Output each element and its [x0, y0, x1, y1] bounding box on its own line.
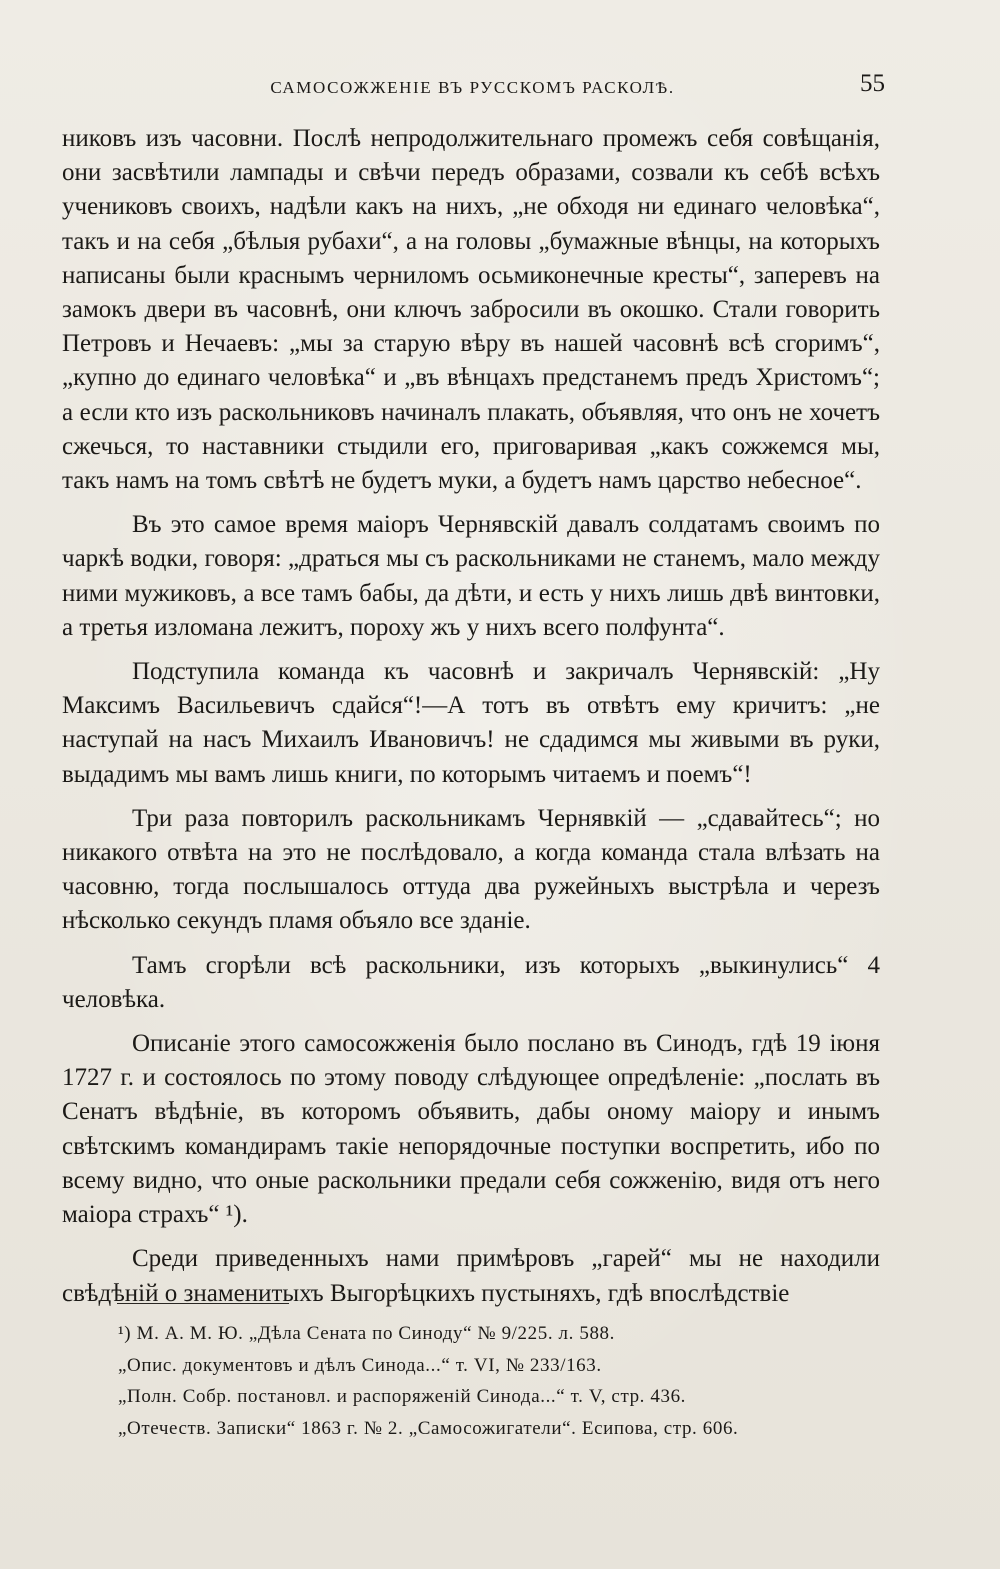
running-head — [60, 70, 885, 104]
footnote-line — [118, 1318, 898, 1350]
footnote-line: „Опис. документовъ и дѣлъ Синода...“ т. VI, № 233/163. — [118, 1354, 602, 1376]
footnote-line: „Отечеств. Записки“ 1863 г. № 2. „Самосожигатели“. Есипова, стр. 606. — [118, 1417, 739, 1439]
running-title: САМОСОЖЖЕНІЕ ВЪ РУССКОМЪ РАСКОЛѢ. — [270, 78, 675, 97]
paragraph: Подступила команда къ часовнѣ и закричалъ Чернявскій: „Ну Максимъ Васильевичъ сдайся“!—А тотъ въ отвѣтъ ему кричитъ: „не наступай на насъ Михаилъ Ивановичъ! не сдадимся мы живыми въ руки, выдадимъ мы вамъ лишь книги, по которымъ читаемъ и поемъ“! — [62, 658, 880, 788]
page-number: 55 — [860, 70, 885, 97]
paragraph: Описаніе этого самосожженія было послано въ Синодъ, гдѣ 19 іюня 1727 г. и состоялось по этому поводу слѣдующее опредѣленіе: „послать въ Сенатъ вѣдѣніе, въ которомъ объявить, дабы оному маіору и инымъ свѣтскимъ командирамъ такіе непорядочные поступки воспретить, ибо по всему видно, что оные раскольники предали себя сожженію, видя отъ него маіора страхъ“ ¹). — [62, 1030, 880, 1229]
paragraph: Среди приведенныхъ нами примѣровъ „гарей“ мы не находили свѣдѣній о знаменитыхъ Выгорѣцкихъ пустыняхъ, гдѣ впослѣдствіе — [62, 1245, 880, 1307]
footnote-text: М. А. М. Ю. „Дѣла Сената по Синоду“ № 9/225. л. 588. — [136, 1323, 615, 1344]
footnote-line: „Полн. Собр. постановл. и распоряженій Синода...“ т. V, стр. 436. — [118, 1386, 687, 1407]
paragraph: Три раза повторилъ раскольникамъ Чернявкій — „сдавайтесь“; но никакого отвѣта на это не послѣдовало, а когда команда стала влѣзать на часовню, тогда послышалось оттуда два ружейныхъ выстрѣла и черезъ нѣсколько секундъ пламя объяло все зданіе. — [62, 804, 880, 935]
footnote-rule — [117, 1303, 289, 1304]
footnote-marker: ¹) — [118, 1323, 132, 1344]
paragraph: Въ это самое время маіоръ Чернявскій давалъ солдатамъ своимъ по чаркѣ водки, говоря: „драться мы съ раскольниками не станемъ, мало между ними мужиковъ, а все тамъ бабы, да дѣти, и есть у нихъ лишь двѣ винтовки, а третья изломана лежитъ, пороху жъ у нихъ всего полфунта“. — [62, 511, 880, 641]
body-text — [62, 122, 880, 1321]
footnotes — [118, 1318, 898, 1444]
paragraph: никовъ изъ часовни. Послѣ непродолжительнаго промежъ себя совѣщанія, они засвѣтили лампады и свѣчи передъ образами, созвали къ себѣ всѣхъ учениковъ своихъ, надѣли какъ на нихъ, „не обходя ни единаго человѣка“, такъ и на себя „бѣлыя рубахи“, а на головы „бумажные вѣнцы, на которыхъ написаны были краснымъ черниломъ осьмиконечные кресты“, заперевъ на замокъ двери въ часовнѣ, они ключъ забросили въ окошко. Стали говорить Петровъ и Нечаевъ: „мы за старую вѣру въ нашей часовнѣ всѣ сгоримъ“, „купно до единаго человѣка“ и „въ вѣнцахъ предстанемъ предъ Христомъ“; а если кто изъ раскольниковъ начиналъ плакать, объявляя, что онъ не хочетъ сжечься, то наставники стыдили его, приговаривая „какъ сожжемся мы, такъ намъ на томъ свѣтѣ не будетъ муки, а будетъ намъ царство небесное“. — [62, 125, 880, 495]
paragraph: Тамъ сгорѣли всѣ раскольники, изъ которыхъ „выкинулись“ 4 человѣка. — [62, 951, 880, 1013]
